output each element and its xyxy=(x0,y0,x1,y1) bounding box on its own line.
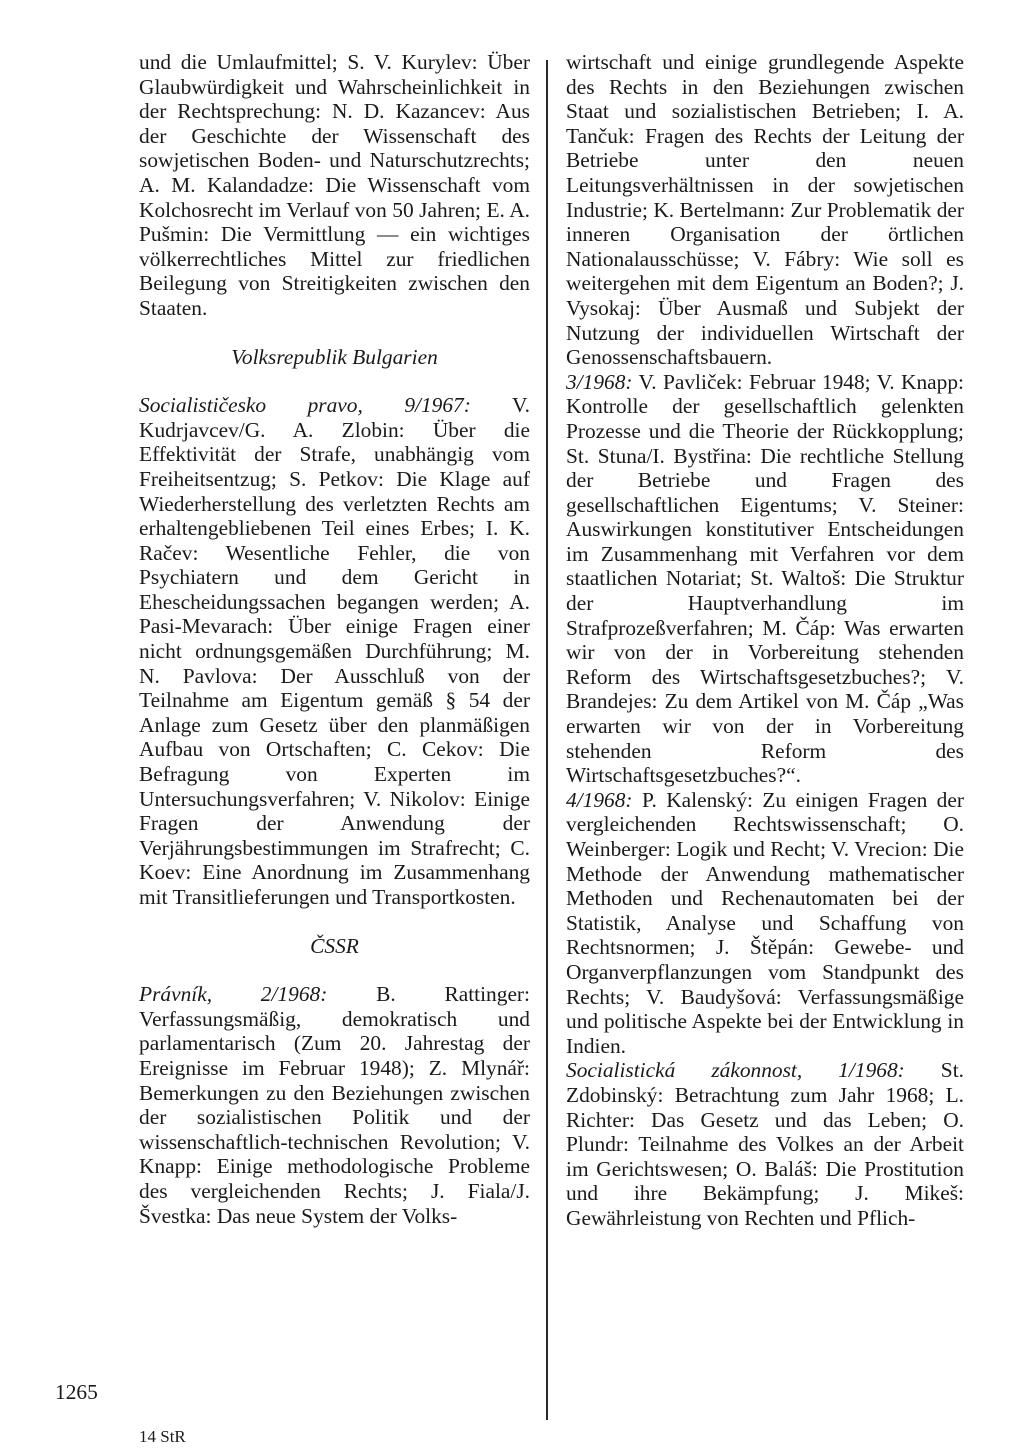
issue-3-entry xyxy=(566,370,964,788)
zakonnost-entry xyxy=(566,1058,964,1230)
pravnik-entry-text: B. Rattinger: Verfassungsmäßig, demokratisch und parlamentarisch (Zum 20. Jahrestag der Ereignisse im Februar 1948); Z. Mlynář: Bemerkungen zu den Beziehungen zwischen der sozialistischen Politik und der wissenschaftlich-technischen Revolution; V. Knapp: Einige methodologische Probleme des vergleichenden Rechts; J. Fiala/J. Švestka: Das neue System der Volks- xyxy=(139,982,531,1228)
bulgaria-entry xyxy=(139,393,530,909)
heading-cssr: ČSSR xyxy=(310,933,359,958)
printer-signature: 14 StR xyxy=(139,1427,186,1446)
zakonnost-source-title: Socialistická zákonnost, 1/1968: xyxy=(566,1058,905,1083)
left-paragraph-1: und die Umlaufmittel; S. V. Kurylev: Über Glaubwürdigkeit und Wahrscheinlichkeit in der Rechtsprechung: N. D. Kazancev: Aus der Geschichte der Wissenschaft des sowjetischen Boden- und Naturschutzrechts; A. M. Kalandadze: Die Wissenschaft vom Kolchosrecht im Verlauf von 50 Jahren; E. A. Pušmin: Die Vermittlung — ein wichtiges völkerrechtliches Mittel zur friedlichen Beilegung von Streitigkeiten zwischen den Staaten. xyxy=(139,50,530,320)
heading-volksrepublik-bulgarien: Volksrepublik Bulgarien xyxy=(231,344,438,369)
bulgaria-entry-text: V. Kudrjavcev/G. A. Zlobin: Über die Effektivität der Strafe, unabhängig vom Freiheitsentzug; S. Petkov: Die Klage auf Wiederherstellung des verletzten Rechts am erhaltengebliebenen Teil eines Erbes; I. K. Račev: Wesentliche Fehler, die von Psychiatern und dem Gericht in Ehescheidungssachen begangen werden; A. Pasi-Mevarach: Über einige Fragen einer nicht ordnungsgemäßen Durchführung; M. N. Pavlova: Der Ausschluß von der Teilnahme am Eigentum gemäß § 54 der Anlage zum Gesetz über den planmäßigen Aufbau von Ortschaften; C. Cekov: Die Befragung von Experten im Untersuchungsverfahren; V. Nikolov: Einige Fragen der Anwendung der Verjährungsbestimmungen im Strafrecht; C. Koev: Eine Anordnung im Zusammenhang mit Transitlieferungen und Transportkosten. xyxy=(139,393,530,909)
right-paragraph-1: wirtschaft und einige grundlegende Aspekte des Rechts in den Beziehungen zwischen Staat und sozialistischen Betrieben; I. A. Tančuk: Fragen des Rechts der Leitung der Betriebe unter den neuen Leitungsverhältnissen in der sowjetischen Industrie; K. Bertelmann: Zur Problematik der inneren Organisation der örtlichen Nationalausschüsse; V. Fábry: Wie soll es weitergehen mit dem Eigentum an Boden?; J. Vysokaj: Über Ausmaß und Subjekt der Nutzung der individuellen Wirtschaft der Genossenschaftsbauern. xyxy=(566,50,965,370)
issue-4-entry xyxy=(566,788,964,1059)
zakonnost-entry-text: St. Zdobinský: Betrachtung zum Jahr 1968; L. Richter: Das Gesetz und das Leben; O. Plundr: Teilnahme des Volkes an der Arbeit im Gerichtswesen; O. Baláš: Die Prostitution und ihre Bekämpfung; J. Mikeš: Gewährleistung von Rechten und Pflich- xyxy=(566,1058,964,1230)
right-column xyxy=(566,50,964,1231)
issue-4-text: P. Kalenský: Zu einigen Fragen der vergleichenden Rechtswissenschaft; O. Weinberger: Logik und Recht; V. Vrecion: Die Methode der Anwendung mathematischer Methoden und Rechenautomaten bei der Statistik, Analyse und Schaffung von Rechtsnormen; J. Štěpán: Gewebe- und Organverpflanzungen vom Standpunkt des Rechts; V. Baudyšová: Verfassungsmäßige und politische Aspekte bei der Entwicklung in Indien. xyxy=(566,787,964,1058)
bulgaria-source-title: Socialističesko pravo, 9/1967: xyxy=(139,393,471,418)
left-column xyxy=(139,50,530,1228)
issue-4-source: 4/1968: xyxy=(566,787,633,812)
pravnik-entry xyxy=(139,982,530,1228)
page-number: 1265 xyxy=(55,1380,98,1404)
issue-3-text: V. Pavliček: Februar 1948; V. Knapp: Kontrolle der gesellschaftlich gelenkten Prozesse und die Theorie der Rückkopplung; St. Stuna/I. Bystřina: Die rechtliche Stellung der Betriebe und Fragen des gesellschaftlichen Eigentums; V. Steiner: Auswirkungen konstitutiver Entscheidungen im Zusammenhang mit Verfahren vor dem staatlichen Notariat; St. Waltoš: Die Struktur der Hauptverhandlung im Strafprozeßverfahren; M. Čáp: Was erwarten wir von der in Vorbereitung stehenden Reform des Wirtschaftsgesetzbuches?; V. Brandejes: Zu dem Artikel von M. Čáp „Was erwarten wir von der in Vorbereitung stehenden Reform des Wirtschaftsgesetzbuches?“. xyxy=(566,369,964,788)
issue-3-source: 3/1968: xyxy=(566,369,633,394)
column-divider xyxy=(546,60,548,1420)
pravnik-source-title: Právník, 2/1968: xyxy=(139,982,328,1007)
